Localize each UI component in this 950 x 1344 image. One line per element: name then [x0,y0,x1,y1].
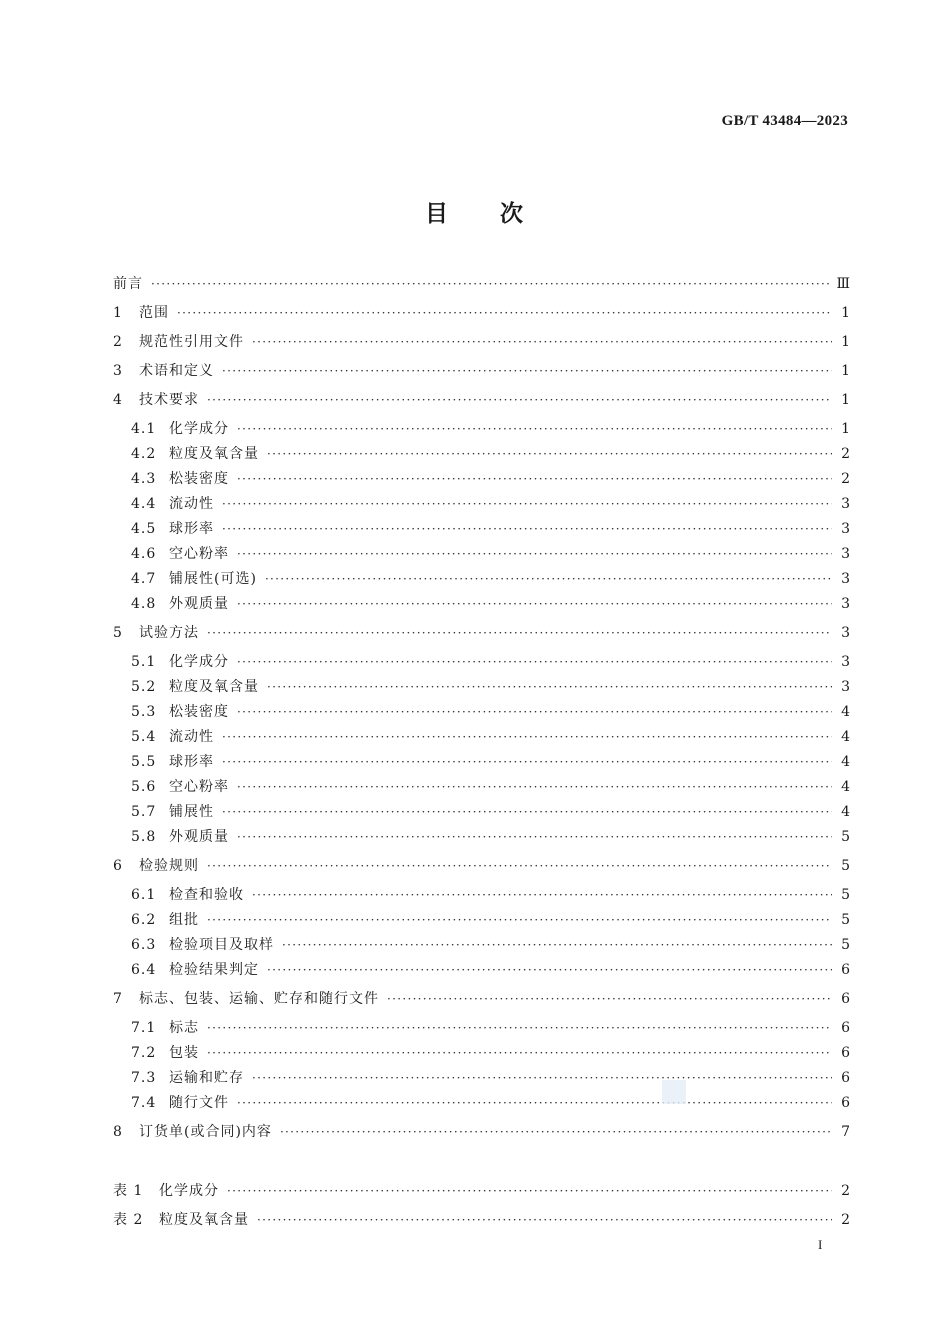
toc-entry-page: 6 [841,1070,850,1086]
toc-entry-number: 4 [113,392,123,408]
toc-entry[interactable] [131,568,850,588]
toc-entry-page: 6 [841,1095,850,1111]
toc-entry[interactable] [131,593,850,613]
toc-entry[interactable] [131,826,850,846]
dot-leader [267,447,832,461]
dot-leader [267,680,832,694]
table-list-entry[interactable] [113,1180,850,1200]
dot-leader [280,1125,832,1139]
toc-entry-label: 组批 [169,912,199,928]
toc-entry[interactable] [131,468,850,488]
dot-leader [222,755,832,769]
dot-leader [237,547,832,561]
toc-entry-label: 松装密度 [169,471,229,487]
toc-entry-label: 术语和定义 [139,363,214,379]
toc-entry-page: 4 [841,729,850,745]
dot-leader [222,730,832,744]
toc-entry[interactable] [131,418,850,438]
dot-leader [257,1213,832,1227]
toc-entry-number: 5.3 [131,704,157,720]
toc-entry[interactable] [113,988,850,1008]
toc-entry-label: 包装 [169,1045,199,1061]
toc-entry[interactable] [131,726,850,746]
toc-entry-label: 空心粉率 [169,546,229,562]
toc-entry[interactable] [113,1121,850,1141]
dot-leader [237,1096,832,1110]
toc-entry-page: 6 [841,962,850,978]
toc-entry-number: 4.8 [131,596,157,612]
toc-entry-label: 流动性 [169,729,214,745]
toc-entry-label: 外观质量 [169,829,229,845]
toc-entry[interactable] [113,360,850,380]
dot-leader [207,859,832,873]
toc-entry-label: 粒度及氧含量 [169,446,259,462]
toc-entry-label: 球形率 [169,754,214,770]
toc-entry-number: 7.4 [131,1095,157,1111]
standard-code: GB/T 43484—2023 [721,113,848,129]
toc-entry[interactable] [131,443,850,463]
toc-entry[interactable] [131,751,850,771]
toc-entry[interactable] [131,651,850,671]
dot-leader [237,830,832,844]
toc-entry-page: 5 [841,912,850,928]
toc-entry-label: 粒度及氧含量 [159,1212,249,1228]
toc-entry-page: 1 [841,363,850,379]
toc-entry-page: 3 [841,654,850,670]
toc-entry-number: 表 1 [113,1183,144,1199]
toc-entry-number: 4.7 [131,571,157,587]
toc-entry-number: 5.6 [131,779,157,795]
dot-leader [237,597,832,611]
page-title-part1: 目 [425,200,450,227]
dot-leader [252,888,832,902]
toc-entry[interactable] [131,1042,850,1062]
dot-leader [177,306,832,320]
toc-entry-number: 5.1 [131,654,157,670]
dot-leader [222,364,832,378]
toc-entry[interactable] [113,331,850,351]
toc-entry-page: Ⅲ [836,276,850,292]
toc-entry-number: 6.3 [131,937,157,953]
toc-entry-page: 2 [841,1183,850,1199]
toc-entry-label: 检查和验收 [169,887,244,903]
toc-entry-number: 8 [113,1124,123,1140]
toc-entry-page: 6 [841,991,850,1007]
toc-entry-number: 6.4 [131,962,157,978]
dot-leader [151,277,830,291]
toc-entry-label: 松装密度 [169,704,229,720]
toc-entry[interactable] [131,801,850,821]
toc-entry-label: 外观质量 [169,596,229,612]
page-title-part2: 次 [500,200,525,227]
toc-entry-label: 检验规则 [139,858,199,874]
toc-entry[interactable] [131,518,850,538]
toc-entry-label: 检验结果判定 [169,962,259,978]
toc-entry-page: 3 [841,596,850,612]
toc-entry-number: 5.8 [131,829,157,845]
toc-entry-label: 化学成分 [169,654,229,670]
toc-entry[interactable] [131,1067,850,1087]
toc-entry[interactable] [131,701,850,721]
toc-entry-page: 5 [841,937,850,953]
toc-entry[interactable] [131,909,850,929]
toc-entry-page: 6 [841,1045,850,1061]
toc-entry[interactable] [113,302,850,322]
toc-entry-number: 6.1 [131,887,157,903]
dot-leader [207,393,832,407]
dot-leader [227,1184,832,1198]
toc-entry[interactable] [131,884,850,904]
toc-entry-label: 检验项目及取样 [169,937,274,953]
dot-leader [237,655,832,669]
toc-entry-number: 5.2 [131,679,157,695]
toc-entry-number: 4.2 [131,446,157,462]
toc-entry-page: 4 [841,704,850,720]
toc-entry-label: 标志 [169,1020,199,1036]
toc-entry-number: 3 [113,363,123,379]
dot-leader [222,805,832,819]
toc-entry[interactable] [131,493,850,513]
toc-entry-number: 7.3 [131,1070,157,1086]
toc-entry-number: 4.3 [131,471,157,487]
toc-entry-label: 订货单(或合同)内容 [139,1124,272,1140]
toc-entry[interactable] [131,959,850,979]
toc-entry[interactable] [131,676,850,696]
dot-leader [222,497,832,511]
toc-entry-label: 铺展性(可选) [169,571,257,587]
toc-entry[interactable] [113,855,850,875]
toc-entry-label: 空心粉率 [169,779,229,795]
toc-entry[interactable] [131,934,850,954]
toc-entry-label: 范围 [139,305,169,321]
toc-entry-page: 5 [841,858,850,874]
toc-entry-number: 4.5 [131,521,157,537]
toc-entry-page: 1 [841,421,850,437]
toc-entry-label: 粒度及氧含量 [169,679,259,695]
toc-entry-page: 1 [841,334,850,350]
toc-entry-label: 试验方法 [139,625,199,641]
toc-entry[interactable] [131,1017,850,1037]
dot-leader [387,992,832,1006]
dot-leader [282,938,832,952]
dot-leader [265,572,832,586]
toc-entry[interactable] [131,1092,850,1112]
toc-entry-label: 化学成分 [159,1183,219,1199]
dot-leader [267,963,832,977]
toc-entry-label: 运输和贮存 [169,1070,244,1086]
toc-entry[interactable] [113,389,850,409]
dot-leader [207,626,832,640]
dot-leader [222,522,832,536]
toc-entry-page: 3 [841,571,850,587]
toc-entry-number: 表 2 [113,1212,144,1228]
toc-entry-page: 4 [841,754,850,770]
toc-entry-page: 5 [841,829,850,845]
toc-entry-number: 7.2 [131,1045,157,1061]
dot-leader [252,1071,832,1085]
toc-entry-page: 2 [841,471,850,487]
toc-entry-label: 化学成分 [169,421,229,437]
dot-leader [237,780,832,794]
toc-entry[interactable] [113,273,850,293]
toc-entry-number: 4.6 [131,546,157,562]
dot-leader [207,1021,832,1035]
toc-entry-label: 规范性引用文件 [139,334,244,350]
toc-entry-number: 4.1 [131,421,157,437]
toc-entry-number: 1 [113,305,123,321]
toc-entry-number: 5.4 [131,729,157,745]
toc-entry-label: 技术要求 [139,392,199,408]
toc-entry[interactable] [113,622,850,642]
toc-entry-label: 流动性 [169,496,214,512]
dot-leader [207,913,832,927]
toc-entry-number: 7.1 [131,1020,157,1036]
toc-entry-page: 3 [841,496,850,512]
toc-entry-number: 7 [113,991,123,1007]
toc-entry-number: 2 [113,334,123,350]
toc-entry-number: 5.5 [131,754,157,770]
toc-entry-page: 7 [841,1124,850,1140]
toc-entry-page: 6 [841,1020,850,1036]
toc-entry-page: 1 [841,305,850,321]
toc-entry-page: 1 [841,392,850,408]
toc-entry-label: 标志、包装、运输、贮存和随行文件 [139,991,379,1007]
toc-entry-number: 6.2 [131,912,157,928]
toc-entry[interactable] [131,543,850,563]
watermark-mark [662,1080,686,1104]
dot-leader [207,1046,832,1060]
dot-leader [237,472,832,486]
toc-entry-page: 3 [841,521,850,537]
toc-entry[interactable] [131,776,850,796]
toc-entry-label: 球形率 [169,521,214,537]
dot-leader [237,705,832,719]
toc-entry-page: 5 [841,887,850,903]
page-number: I [818,1237,823,1252]
table-list-entry[interactable] [113,1209,850,1229]
toc-entry-label: 铺展性 [169,804,214,820]
toc-entry-number: 5.7 [131,804,157,820]
toc-entry-page: 3 [841,679,850,695]
toc-entry-label: 随行文件 [169,1095,229,1111]
toc-entry-page: 2 [841,446,850,462]
toc-entry-page: 4 [841,804,850,820]
toc-entry-page: 2 [841,1212,850,1228]
toc-entry-number: 5 [113,625,123,641]
page-title [0,195,950,228]
toc-entry-label: 前言 [113,276,143,292]
dot-leader [237,422,832,436]
toc-entry-number: 6 [113,858,123,874]
toc-entry-page: 4 [841,779,850,795]
toc-entry-number: 4.4 [131,496,157,512]
toc-entry-page: 3 [841,625,850,641]
dot-leader [252,335,832,349]
toc-entry-page: 3 [841,546,850,562]
